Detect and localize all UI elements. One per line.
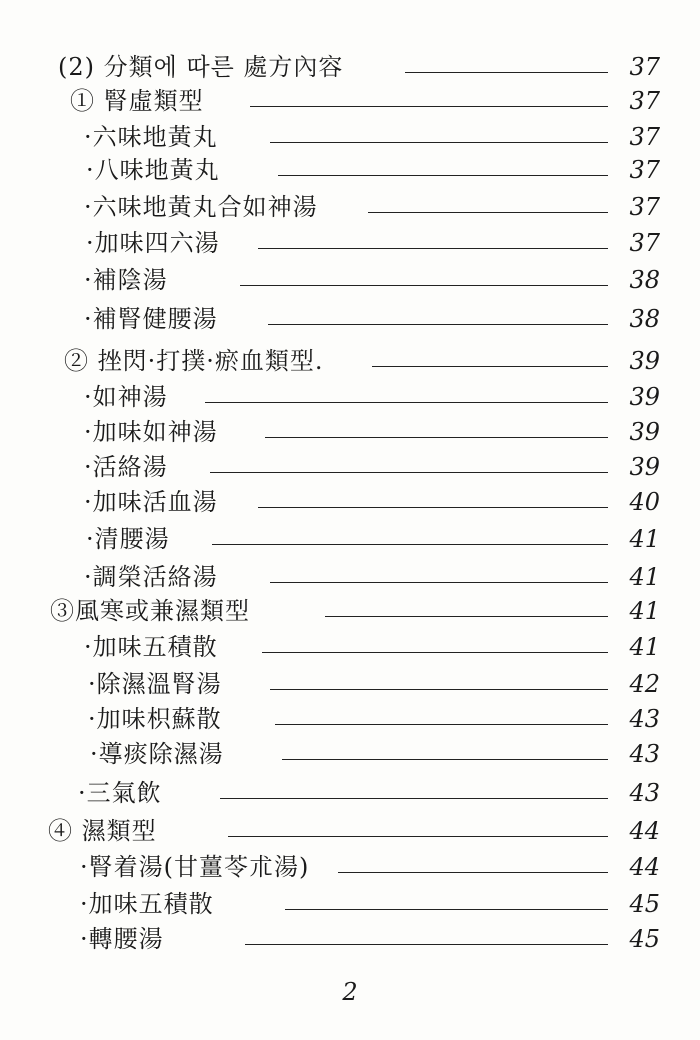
- toc-entry-label: (2) 分類에 따른 處方內容: [58, 53, 344, 81]
- toc-entry: [0, 922, 700, 956]
- toc-entry: [0, 263, 700, 297]
- toc-entry: [0, 380, 700, 414]
- toc-entry: [0, 84, 700, 118]
- leader-line: [368, 212, 608, 213]
- toc-entry-label: ·加味五積散: [84, 633, 218, 661]
- toc-entry-page: 42: [629, 670, 660, 698]
- toc-entry-label: ·活絡湯: [84, 453, 168, 481]
- toc-entry: [0, 50, 700, 84]
- leader-line: [278, 175, 608, 176]
- toc-entry: [0, 153, 700, 187]
- toc-entry-label: ·加味枳蘇散: [88, 705, 222, 733]
- toc-entry-page: 43: [629, 779, 660, 807]
- toc-entry-page: 38: [629, 305, 660, 333]
- toc-entry: [0, 850, 700, 884]
- leader-line: [220, 798, 608, 799]
- toc-entry-label: ·除濕溫腎湯: [88, 670, 222, 698]
- toc-entry-label: ·腎着湯(甘薑苓朮湯): [80, 853, 310, 881]
- toc-entry-label: ·補陰湯: [84, 266, 168, 294]
- toc-entry-label: ·加味四六湯: [86, 229, 220, 257]
- toc-entry-label: ·六味地黃丸: [84, 123, 218, 151]
- toc-entry-label: ·加味五積散: [80, 890, 214, 918]
- leader-line: [258, 248, 608, 249]
- toc-entry: [0, 226, 700, 260]
- toc-entry-page: 39: [629, 453, 660, 481]
- toc-entry-label: ④ 濕類型: [48, 817, 157, 845]
- toc-entry-page: 41: [629, 563, 660, 591]
- toc-entry: [0, 776, 700, 810]
- leader-line: [405, 72, 608, 73]
- toc-entry-page: 39: [629, 383, 660, 411]
- toc-entry: [0, 302, 700, 336]
- toc-entry-page: 39: [629, 418, 660, 446]
- toc-entry: [0, 120, 700, 154]
- toc-entry: [0, 887, 700, 921]
- toc-entry-label: ③風寒或兼濕類型: [50, 597, 250, 625]
- leader-line: [240, 285, 608, 286]
- toc-entry: [0, 737, 700, 771]
- toc-entry: [0, 667, 700, 701]
- toc-entry-page: 43: [629, 705, 660, 733]
- leader-line: [325, 616, 608, 617]
- toc-entry: [0, 630, 700, 664]
- leader-line: [212, 544, 608, 545]
- toc-entry-label: ·補腎健腰湯: [84, 305, 218, 333]
- leader-line: [268, 324, 608, 325]
- toc-entry-page: 41: [629, 597, 660, 625]
- toc-entry: [0, 415, 700, 449]
- toc-entry-page: 40: [629, 488, 660, 516]
- toc-entry-page: 37: [629, 229, 660, 257]
- toc-entry-label: ·加味如神湯: [84, 418, 218, 446]
- page-number: 2: [342, 978, 358, 1006]
- toc-entry: [0, 594, 700, 628]
- toc-entry: [0, 814, 700, 848]
- toc-entry: [0, 702, 700, 736]
- toc-entry-page: 37: [629, 123, 660, 151]
- toc-entry-page: 44: [629, 853, 660, 881]
- leader-line: [210, 472, 608, 473]
- toc-entry-page: 41: [629, 633, 660, 661]
- leader-line: [250, 106, 608, 107]
- toc-entry-page: 37: [629, 193, 660, 221]
- toc-entry-page: 37: [629, 156, 660, 184]
- toc-entry-page: 39: [629, 347, 660, 375]
- toc-entry-label: ·加味活血湯: [84, 488, 218, 516]
- toc-entry-label: ·調榮活絡湯: [84, 563, 218, 591]
- leader-line: [228, 836, 608, 837]
- toc-entry-page: 43: [629, 740, 660, 768]
- leader-line: [270, 142, 608, 143]
- toc-entry: [0, 450, 700, 484]
- toc-entry-page: 38: [629, 266, 660, 294]
- leader-line: [285, 909, 608, 910]
- toc-entry-label: ·八味地黃丸: [86, 156, 220, 184]
- toc-entry-label: ·導痰除濕湯: [90, 740, 224, 768]
- leader-line: [265, 437, 608, 438]
- leader-line: [262, 652, 608, 653]
- toc-entry: [0, 190, 700, 224]
- toc-entry-label: ·如神湯: [84, 383, 168, 411]
- toc-entry-page: 41: [629, 525, 660, 553]
- toc-entry-label: ·清腰湯: [86, 525, 170, 553]
- leader-line: [372, 366, 608, 367]
- toc-entry: [0, 485, 700, 519]
- toc-entry-page: 37: [629, 87, 660, 115]
- leader-line: [245, 944, 608, 945]
- leader-line: [282, 759, 608, 760]
- toc-entry-page: 44: [629, 817, 660, 845]
- toc-entry-page: 45: [629, 925, 660, 953]
- leader-line: [270, 689, 608, 690]
- leader-line: [338, 872, 608, 873]
- toc-entry: [0, 522, 700, 556]
- toc-entry-page: 45: [629, 890, 660, 918]
- toc-entry: [0, 344, 700, 378]
- leader-line: [275, 724, 608, 725]
- leader-line: [270, 582, 608, 583]
- leader-line: [205, 402, 608, 403]
- toc-entry-label: ·轉腰湯: [80, 925, 164, 953]
- toc-entry-page: 37: [629, 53, 660, 81]
- toc-entry-label: ② 挫閃·打撲·瘀血類型.: [64, 347, 324, 375]
- toc-entry-label: ·三氣飲: [78, 779, 162, 807]
- toc-entry-label: ① 腎虛類型: [70, 87, 204, 115]
- toc-entry-label: ·六味地黃丸合如神湯: [84, 193, 318, 221]
- toc-entry: [0, 560, 700, 594]
- leader-line: [258, 507, 608, 508]
